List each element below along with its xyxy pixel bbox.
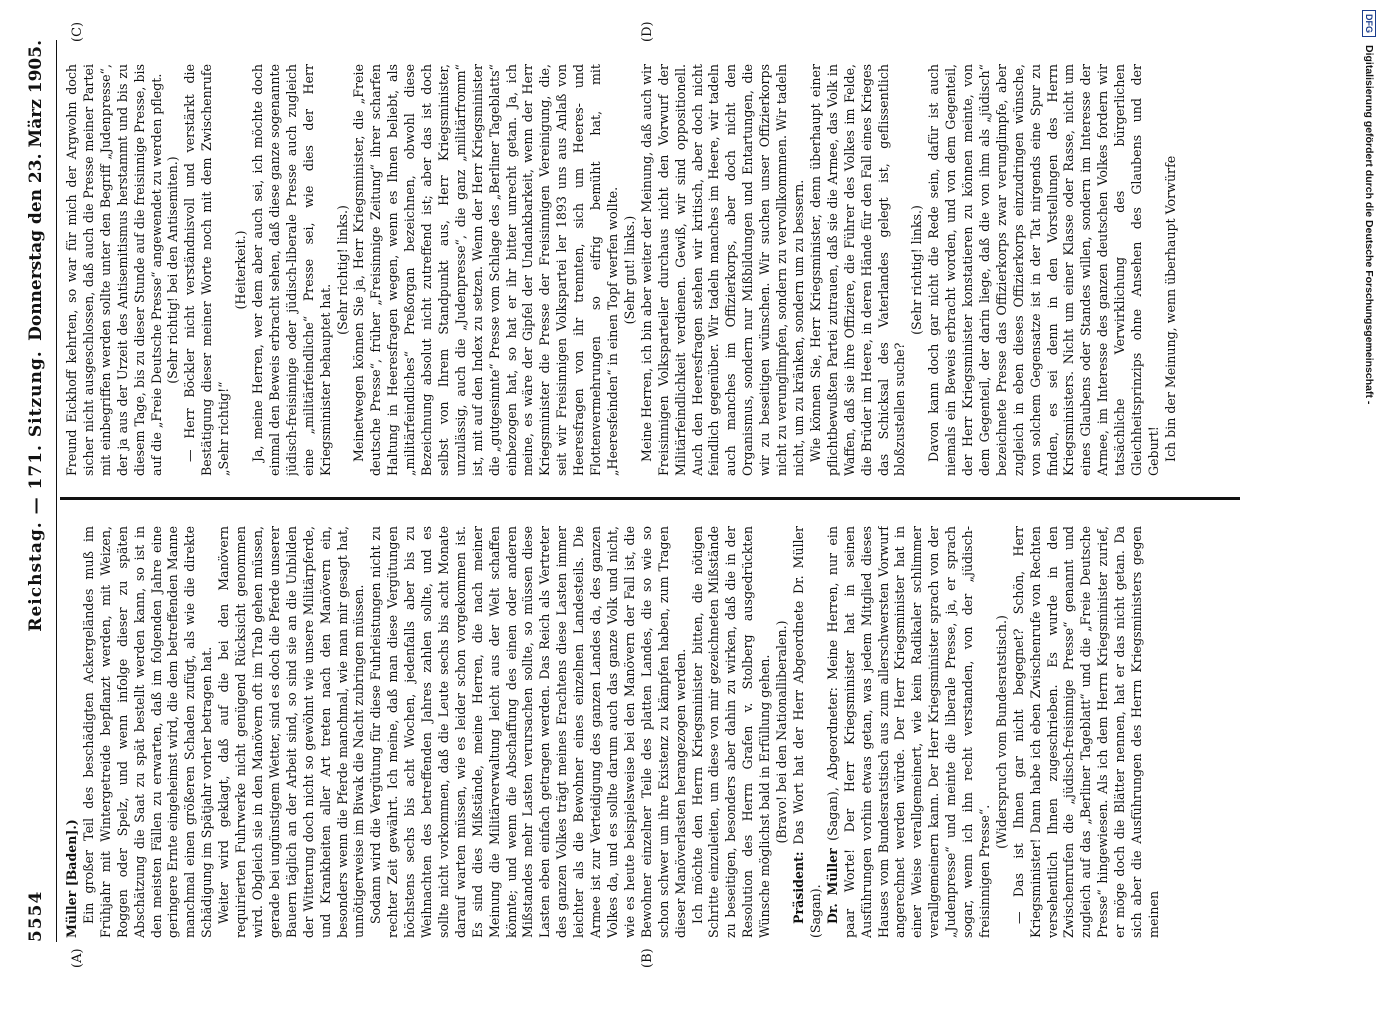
interjection: (Bravo! bei den Nationalliberalen.) (774, 620, 790, 844)
page-header (18, 40, 58, 942)
paragraph: — Das ist Ihnen gar nicht begegnet? Schön, Herr Kriegsminister! Dann habe ich eben Zwischenrufe von Rechten versehentlich Ihnen zugeschrieben. Es wurde in den Zwischenrufen die „jüdisch-freisinnige Presse“ genannt und zugleich auf das „Berliner Tageblatt“ und die „Freie Deutsche Presse“ hingewiesen. Als ich dem Herrn Kriegsminister zurief, er möge doch die Blätter nennen, hat er das nicht getan. Da sich aber die Ausführungen des Herrn Kriegsministers gegen meinen (1010, 526, 1161, 938)
session-date: Donnerstag den 23. März 1905. (26, 40, 46, 341)
paragraph: — Herr Böckler nicht verständnisvoll und verstärkt die Bestätigung dieser meiner Worte noch mit dem Zwischenrufe „Sehr richtig!“ (182, 64, 232, 476)
president-text: Das Wort hat der Herr Abgeordnete Dr. Müller (Sagan). (790, 526, 823, 938)
paragraph: Wie können Sie, Herr Kriegsminister, denn überhaupt einer pflichtbewußten Partei zutrauen, daß sie die Armee, das Volk in Waffen, daß sie ihre Offiziere, die Führer des Volkes im Felde, die Brüder im Heere, in deren Hände für den Fall eines Krieges das Schicksal des Vaterlandes gelegt ist, geflissentlich bloßzustellen suche? (807, 64, 908, 476)
paragraph: Meinetwegen können Sie ja, Herr Kriegsminister, die „Freie deutsche Presse“, früher „Freisinnige Zeitung“ ihrer scharfen Haltung in Heeresfragen wegen, wenn es Ihnen beliebt, als „militärfeindliches“ Preßorgan bezeichnen, obwohl diese Bezeichnung absolut nicht zutreffend ist; aber das ist doch selbst von Ihrem Standpunkt aus, Herr Kriegsminister, unzulässig, auch die „Judenpresse“, die ganz „militärfromm“ ist, mit auf den Index zu setzen. Wenn der Herr Kriegsminister die „gutgesinnte“ Presse vom Schlage des „Berliner Tageblatts“ einbezogen hat, so hat er ihr bitter unrecht getan. Ja, ich meine, es wäre der Gipfel der Undankbarkeit, wenn der Herr Kriegsminister die Presse der Freisinnigen Vereinigung, die, seit wir Freisinnigen Volkspartei ler 1893 uns aus Anlaß von Heeresfragen von ihr trennten, sich um Heeres- und Flottenvermehrungen so eifrig bemüht hat, mit „Heeresfeinden“ in einen Topf werfen wollte. (351, 64, 620, 476)
president-label: Präsident: (790, 851, 806, 924)
page-number: 5554 (26, 890, 46, 942)
speaker-label: Dr. Müller (824, 848, 840, 924)
paragraph: Ich bin der Meinung, wenn überhaupt Vorwürfe (1162, 155, 1178, 462)
paragraph: Ein großer Teil des beschädigten Ackergeländes muß im Frühjahr mit Wintergetreide bepflanzt werden, mit Weizen, Roggen oder Spelz, und wenn infolge dieser zu späten Abschätzung die Saat zu spät bestellt werden kann, so ist in den meisten Fällen zu erwarten, daß im folgenden Jahre eine geringere Ernte eingeheimst wird, die dem betreffenden Manne manchmal einen größeren Schaden zufügt, als wie die direkte Schädigung im Spätjahr vorher betragen hat. (80, 526, 215, 938)
paragraph: Meine Herren, ich bin aber weiter der Meinung, daß auch wir Freisinnigen Volksparteiler durchaus nicht den Vorwurf der Militärfeindlichkeit verdienen. Gewiß, wir sind oppositionell. Auch den Heeresfragen stehen wir kritisch, aber doch nicht feindlich gegenüber. Wir tadeln manches im Heere, wir tadeln auch manches im Offizierkorps, aber doch nicht den Organismus, sondern nur Mißbildungen und Entartungen, die wir zu beseitigen wünschen. Wir suchen unser Offizierkorps nicht zu verunglimpfen, sondern zu vervollkommnen. Wir tadeln nicht, um zu kränken, sondern um zu bessern. (638, 64, 806, 476)
paragraph: Freund Eickhoff kehrten, so war für mich der Argwohn doch sicher nicht ausgeschlossen, daß auch die Presse meiner Partei mit einbegriffen werden sollte unter den Begriff „Judenpresse“, der ja aus der Urzeit des Antisemitismus herstammt und bis zu diesem Tage, bis zu dieser Stunde auf die freisinnige Presse, bis auf die „Freie Deutsche Presse“ angewendet zu werden pflegt. (64, 64, 164, 476)
credit-text: Digitalisierung gefördert durch die Deutsche Forschungsgemeinschaft - (1363, 45, 1375, 405)
speaker-text: (Sagan), Abgeordneter: Meine Herren, nur ein paar Worte! Der Herr Kriegsminister hat in seinen Ausführungen vorhin etwas getan, was jedem Mitglied dieses Hauses vom Bundesratstisch aus zum allerschwersten Vorwurf angerechnet werden würde. Der Herr Kriegsminister hat in einer Weise verallgemeinert, wie kein Radikaler schlimmer verallgemeinern kann. Der Herr Kriegsminister sprach von der „Judenpresse“ und meinte die liberale Presse, ja, er sprach sogar, wenn ich ihn recht verstanden, von der „jüdisch-freisinnigen Presse“. (824, 526, 992, 938)
interjection: (Heiterkeit.) (233, 230, 249, 310)
column-divider (60, 497, 1240, 500)
left-column (64, 526, 1254, 938)
interjection: (Widerspruch vom Bundesratstisch.) (993, 615, 1009, 849)
paragraph: Sodann wird die Vergütung für diese Fuhrleistungen nicht zu rechter Zeit gewährt. Ich meine, daß man diese Vergütungen höchstens sechs bis acht Wochen, jedenfalls aber bis zu Weihnachten des betreffenden Jahres zahlen sollte, und es sollte nicht vorkommen, daß die Leute sechs bis acht Monate darauf warten müssen, wie es leider schon vorgekommen ist. Es sind dies Mißstände, meine Herren, die nach meiner Meinung die Militärverwaltung leicht aus der Welt schaffen könnte; und wenn die Abschaffung des einen oder anderen Mißstandes mehr Lasten verursachen sollte, so müssen diese Lasten eben einfach getragen werden. Das Reich als Vertreter des ganzen Volkes trägt meines Erachtens diese Lasten immer leichter als die Bewohner eines einzelnen Landesteils. Die Armee ist zur Verteidigung des ganzen Landes da, des ganzen Volkes da, und es sollte darum auch das ganze Volk und nicht, wie es heute beispielsweise bei den Manövern der Fall ist, die Bewohner einzelner Teile des platten Landes, die so wie so schon schwer um ihre Existenz zu kämpfen haben, zum Tragen dieser Manöverlasten herangezogen werden. (368, 526, 688, 938)
margin-mark-c: (C) (70, 21, 85, 42)
margin-mark-b: (B) (640, 948, 655, 968)
dfg-logo: DFG (1362, 10, 1376, 37)
interjection: (Sehr richtig! links.) (909, 205, 925, 335)
margin-mark-a: (A) (70, 948, 85, 968)
digitization-credit (1352, 0, 1383, 1000)
paragraph: Ja, meine Herren, wer dem aber auch sei, ich möchte doch einmal den Beweis erbracht sehen, daß diese ganze sogenannte jüdisch-freisinnige oder jüdisch-liberale Presse auch zugleich eine „militärfeindliche“ Presse sei, wie dies der Herr Kriegsminister behauptet hat. (249, 64, 333, 476)
margin-mark-d: (D) (640, 21, 655, 42)
interjection: (Sehr richtig! links.) (334, 205, 350, 335)
session-title: Reichstag. — 171. Sitzung. (26, 350, 46, 632)
paragraph: Davon kann doch gar nicht die Rede sein, dafür ist auch niemals ein Beweis erbracht worden, und von dem Gegenteil, der Herr Kriegsminister konstatieren zu können meinte, von dem Gegenteil, der darin liege, daß die von ihm als „jüdisch“ bezeichnete Presse das Offizierkorps zwar verunglimpfe, aber zugleich in eben dieses Offizierkorps einzudringen wünsche, von solchem Gegensatze ist in der Tat nirgends eine Spur zu finden, es sei denn in den Vorstellungen des Herrn Kriegsministers. Nicht um einer Klasse oder Rasse, nicht um eines Glaubens oder Standes willen, sondern im Interesse der Armee, im Interesse des ganzen deutschen Volkes fordern wir tatsächliche Verwirklichung des bürgerlichen Gleichheitsprinzips ohne Ansehen des Glaubens und der Geburt! (926, 64, 1161, 476)
interjection: (Sehr richtig! bei den Antisemiten.) (165, 156, 181, 384)
paragraph: Weiter wird geklagt, daß auf die bei den Manövern requirierten Fuhrwerke nicht genügend Rücksicht genommen wird. Obgleich sie in den Manövern oft im Trab gehen müssen, gerade bei ungünstigem Wetter, sind es doch die Pferde unserer Bauern täglich an der Arbeit sind, so sind sie an die Unbilden der Witterung doch nicht so gewöhnt wie unsere Militärpferde, und Krankheiten aller Art treten nach den Manövern ein, besonders wenn die Pferde manchmal, wie man mir gesagt hat, unnötigerweise im Biwak die Nacht zubringen müssen. (216, 526, 367, 938)
opening-speaker: Müller [Baden].) (64, 819, 79, 938)
right-column (64, 64, 1254, 476)
interjection: (Sehr gut! links.) (621, 215, 637, 325)
paragraph: Ich möchte den Herrn Kriegsminister bitten, die nötigen Schritte einzuleiten, um diese von mir gezeichneten Mißstände zu beseitigen, besonders aber dahin zu wirken, daß die in der Resolution des Herrn Grafen v. Stolberg ausgedrückten Wünsche möglichst bald in Erfüllung gehen. (689, 526, 773, 938)
